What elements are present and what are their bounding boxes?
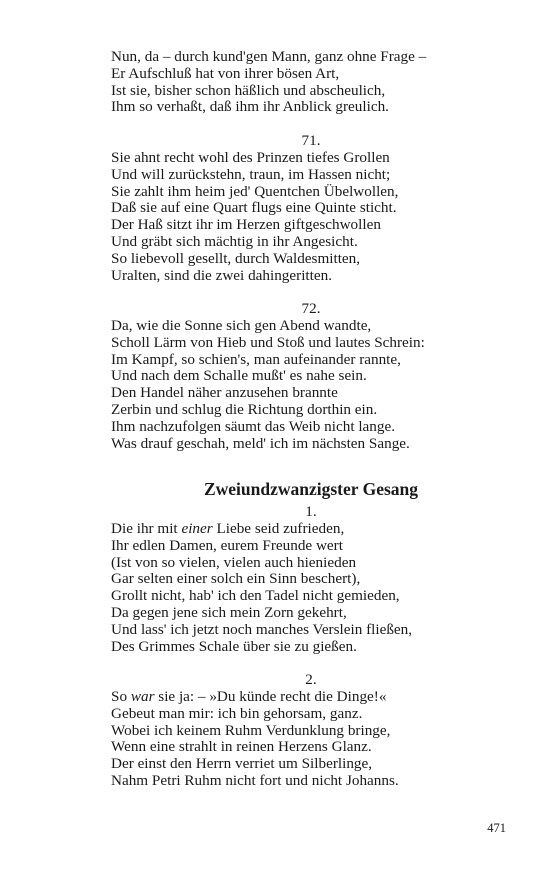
verse-line: Des Grimmes Schale über sie zu gießen. [111, 637, 357, 655]
verse-line: Daß sie auf eine Quart flugs eine Quinte sticht. [111, 199, 397, 217]
verse-line: Ihr edlen Damen, eurem Freunde wert [111, 536, 343, 554]
verse-text: Die ihr mit [111, 520, 182, 537]
verse-line: Sie zahlt ihm heim jed' Quentchen Übelwollen, [111, 182, 399, 200]
verse-line: Und will zurückstehn, traun, im Hassen nicht; [111, 165, 391, 183]
verse-line: Gebeut man mir: ich bin gehorsam, ganz. [111, 704, 363, 722]
canto-stanza-1 [111, 521, 471, 655]
stanza-72 [111, 318, 471, 452]
verse-line: Scholl Lärm von Hieb und Stoß und lautes Schrein: [111, 333, 425, 351]
verse-line [111, 689, 471, 706]
verse-line: Und gräbt sich mächtig in ihr Angesicht. [111, 232, 358, 250]
stanza-number-71: 71. [301, 132, 321, 149]
verse-line: Uralten, sind die zwei dahingeritten. [111, 266, 332, 284]
verse-line: Im Kampf, so schien's, man aufeinander rannte, [111, 350, 401, 368]
verse-line: Den Handel näher anzusehen brannte [111, 384, 338, 402]
verse-line: Ihm nachzufolgen säumt das Weib nicht lange. [111, 417, 396, 435]
verse-text: sie ja: – »Du künde recht die Dinge!« [154, 688, 387, 705]
verse-line: Wenn eine strahlt in reinen Herzens Glanz. [111, 738, 372, 756]
stanza-71 [111, 150, 471, 284]
verse-line: Sie ahnt recht wohl des Prinzen tiefes Grollen [111, 149, 390, 166]
stanza-number-1: 1. [305, 503, 317, 520]
verse-line [111, 521, 471, 538]
verse-line: Der Haß sitzt ihr im Herzen giftgeschwollen [111, 216, 381, 234]
canto-heading: Zweiundzwanzigster Gesang [203, 479, 419, 499]
verse-line: Und nach dem Schalle mußt' es nahe sein. [111, 367, 367, 385]
verse-line: So liebevoll gesellt, durch Waldesmitten, [111, 249, 361, 267]
verse-text: Liebe seid zufrieden, [212, 520, 345, 537]
verse-line: Nahm Petri Ruhm nicht fort und nicht Johanns. [111, 771, 399, 789]
verse-line: Zerbin und schlug die Richtung dorthin ein. [111, 400, 378, 418]
canto-stanza-2 [111, 689, 471, 790]
verse-line: (Ist von so vielen, vielen auch hienieden [111, 553, 357, 571]
stanza-70 [111, 49, 471, 116]
verse-line: Nun, da – durch kund'gen Mann, ganz ohne Frage – [111, 48, 427, 65]
verse-emphasis: einer [181, 520, 213, 537]
verse-line: Und lass' ich jetzt noch manches Verslein fließen, [111, 620, 413, 638]
stanza-number-72: 72. [301, 300, 321, 317]
stanza-number-2: 2. [305, 671, 317, 688]
verse-line: Da, wie die Sonne sich gen Abend wandte, [111, 317, 372, 334]
verse-line: Grollt nicht, hab' ich den Tadel nicht gemieden, [111, 587, 400, 605]
verse-text: So [111, 688, 131, 705]
verse-line: Was drauf geschah, meld' ich im nächsten Sange. [111, 434, 410, 452]
verse-line: Ist sie, bisher schon häßlich und abscheulich, [111, 81, 386, 99]
verse-line: Wobei ich keinem Ruhm Verdunklung bringe, [111, 721, 391, 739]
verse-line: Gar selten einer solch ein Sinn beschert), [111, 570, 361, 588]
verse-line: Der einst den Herrn verriet um Silberlinge, [111, 755, 373, 773]
verse-emphasis: war [130, 688, 155, 705]
verse-line: Da gegen jene sich mein Zorn gekehrt, [111, 603, 347, 621]
verse-line: Ihm so verhaßt, daß ihm ihr Anblick greulich. [111, 98, 389, 116]
verse-line: Er Aufschluß hat von ihrer bösen Art, [111, 64, 340, 82]
page-number: 471 [487, 821, 506, 835]
